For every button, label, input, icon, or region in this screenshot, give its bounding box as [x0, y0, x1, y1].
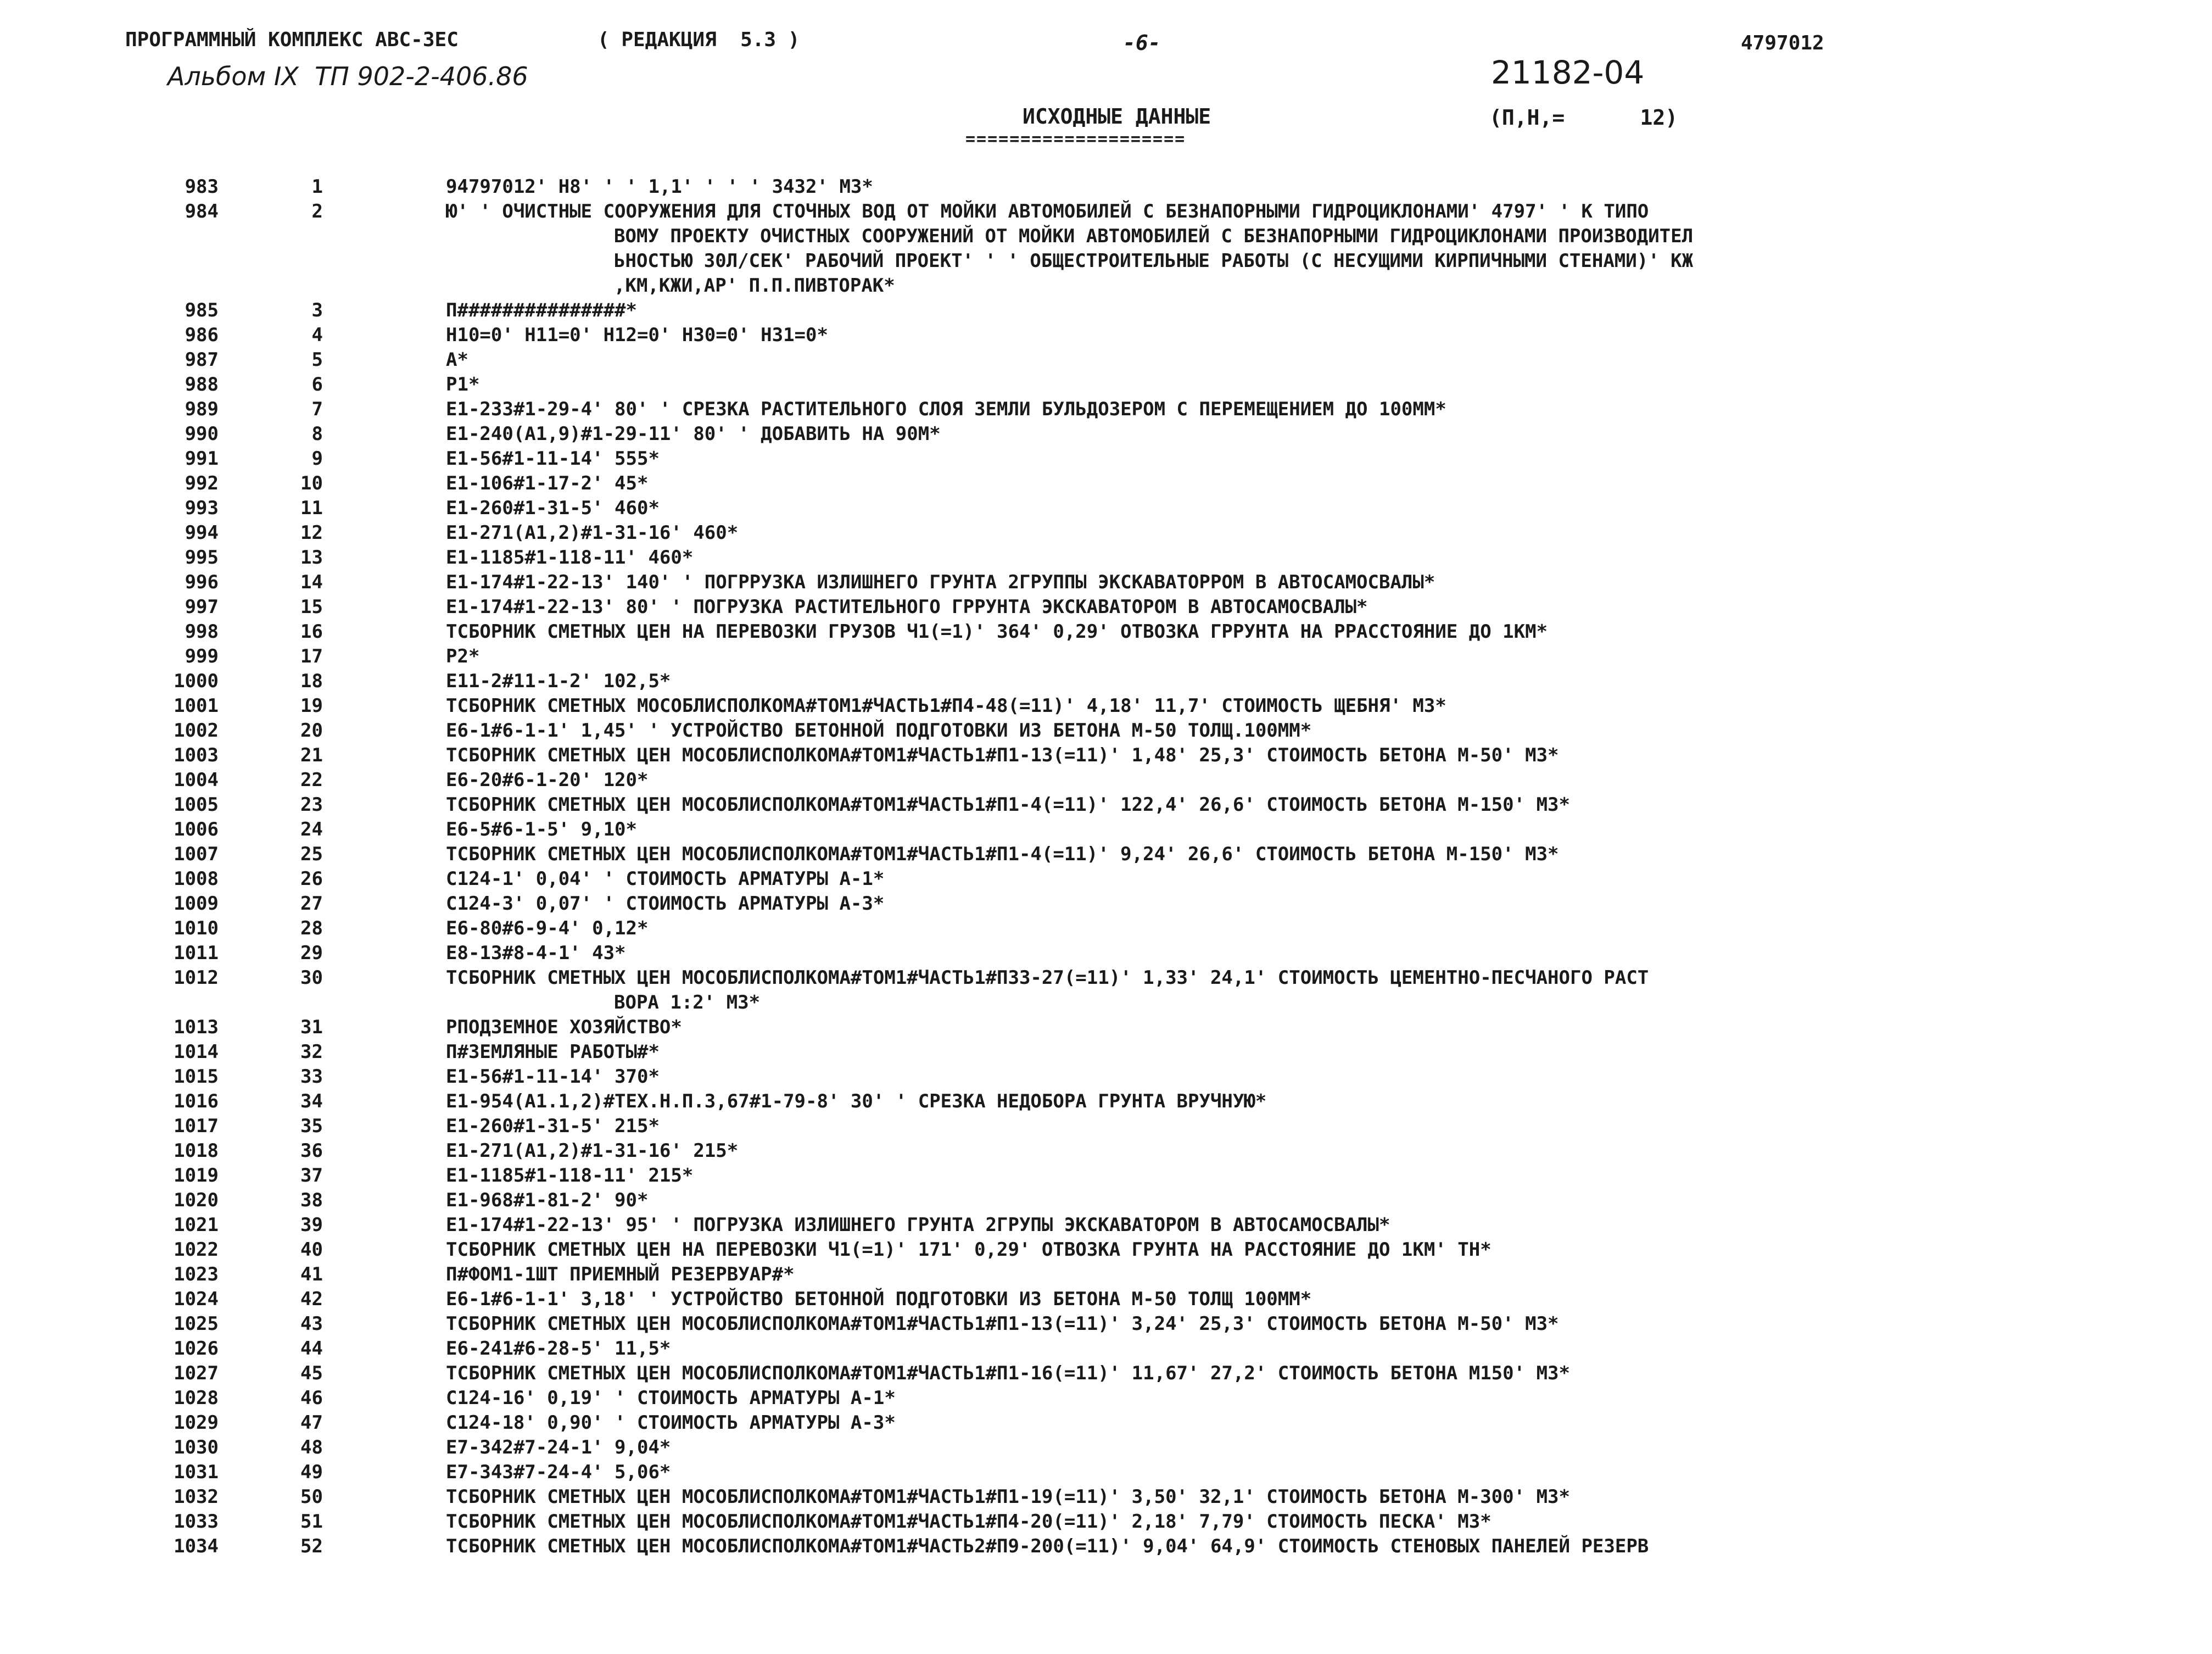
- table-row: [0, 348, 2212, 372]
- record-text: П#ЗЕМЛЯНЫЕ РАБОТЫ#*: [446, 1041, 660, 1063]
- record-text: Е6-1#6-1-1' 3,18' ' УСТРОЙСТВО БЕТОННОЙ ПОДГОТОВКИ ИЗ БЕТОНА М-50 ТОЛЩ 100ММ*: [446, 1288, 1312, 1310]
- page-number: -6-: [1123, 31, 1161, 55]
- record-text: Е1-1185#1-118-11' 215*: [446, 1165, 694, 1187]
- record-text: Е1-174#1-22-13' 80' ' ПОГРУЗКА РАСТИТЕЛЬНОГО ГРРУНТА ЭКСКАВАТОРОМ В АВТОСАМОСВАЛЫ*: [446, 596, 1368, 618]
- table-row: [0, 496, 2212, 521]
- line-number: 1003: [174, 744, 219, 766]
- table-row: [0, 175, 2212, 199]
- sequence-number: 4: [311, 324, 323, 346]
- sequence-number: 51: [300, 1511, 323, 1533]
- record-text: ТСБОРНИК СМЕТНЫХ ЦЕН МОСОБЛИСПОЛКОМА#ТОМ1#ЧАСТЬ2#П9-200(=11)' 9,04' 64,9' СТОИМОСТЬ СТЕНОВЫХ ПАНЕЛЕЙ РЕЗЕРВ: [446, 1535, 1649, 1557]
- sequence-number: 35: [300, 1115, 323, 1137]
- record-text: ТСБОРНИК СМЕТНЫХ ЦЕН МОСОБЛИСПОЛКОМА#ТОМ1#ЧАСТЬ1#П1-13(=11)' 3,24' 25,3' СТОИМОСТЬ БЕТОНА М-50' М3*: [446, 1313, 1559, 1335]
- line-number: 1012: [174, 967, 219, 989]
- table-row: [0, 1213, 2212, 1238]
- sequence-number: 28: [300, 917, 323, 939]
- sequence-number: 23: [300, 794, 323, 816]
- line-number: 1006: [174, 818, 219, 840]
- record-text-continuation: ВОРА 1:2' М3*: [614, 992, 761, 1013]
- table-row: [0, 1510, 2212, 1534]
- sequence-number: 25: [300, 843, 323, 865]
- table-row: [0, 1485, 2212, 1510]
- program-name: ПРОГРАММНЫЙ КОМПЛЕКС АВС-ЗЕС: [125, 29, 459, 51]
- table-row: [0, 1015, 2212, 1040]
- line-number: 1031: [174, 1461, 219, 1483]
- record-text: Е6-241#6-28-5' 11,5*: [446, 1338, 671, 1360]
- record-text: 94797012' Н8' ' ' 1,1' ' ' ' 3432' М3*: [446, 176, 873, 198]
- page-title: ИСХОДНЫЕ ДАННЫЕ: [1023, 104, 1211, 129]
- sequence-number: 33: [300, 1066, 323, 1088]
- sequence-number: 19: [300, 695, 323, 717]
- table-row: [0, 447, 2212, 471]
- line-number: 995: [185, 547, 219, 569]
- sequence-number: 26: [300, 868, 323, 890]
- record-text: Е6-80#6-9-4' 0,12*: [446, 917, 649, 939]
- line-number: 1000: [174, 670, 219, 692]
- record-text: ТСБОРНИК СМЕТНЫХ ЦЕН МОСОБЛИСПОЛКОМА#ТОМ1#ЧАСТЬ1#П1-19(=11)' 3,50' 32,1' СТОИМОСТЬ БЕТОНА М-300' М3*: [446, 1486, 1570, 1508]
- record-text: Е7-343#7-24-4' 5,06*: [446, 1461, 671, 1483]
- record-text: ТСБОРНИК СМЕТНЫХ ЦЕН МОСОБЛИСПОЛКОМА#ТОМ1#ЧАСТЬ1#П4-20(=11)' 2,18' 7,79' СТОИМОСТЬ ПЕСКА' М3*: [446, 1511, 1492, 1533]
- sequence-number: 14: [300, 571, 323, 593]
- table-row: [0, 1287, 2212, 1312]
- line-number: 1022: [174, 1239, 219, 1261]
- table-row: [0, 199, 2212, 298]
- sequence-number: 49: [300, 1461, 323, 1483]
- line-number: 991: [185, 448, 219, 470]
- line-number: 1008: [174, 868, 219, 890]
- record-text: ТСБОРНИК СМЕТНЫХ ЦЕН МОСОБЛИСПОЛКОМА#ТОМ1#ЧАСТЬ1#П1-16(=11)' 11,67' 27,2' СТОИМОСТЬ БЕТОНА М150' М3*: [446, 1362, 1570, 1384]
- sequence-number: 31: [300, 1016, 323, 1038]
- param-label: (П,Н,= 12): [1489, 105, 1678, 130]
- sequence-number: 22: [300, 769, 323, 791]
- edition-label: ( РЕДАКЦИЯ 5.3 ): [597, 29, 800, 51]
- line-number: 1032: [174, 1486, 219, 1508]
- sequence-number: 21: [300, 744, 323, 766]
- record-text: Е1-56#1-11-14' 370*: [446, 1066, 660, 1088]
- record-text: Ю' ' ОЧИСТНЫЕ СООРУЖЕНИЯ ДЛЯ СТОЧНЫХ ВОД ОТ МОЙКИ АВТОМОБИЛЕЙ С БЕЗНАПОРНЫМИ ГИДРОЦИКЛОНАМИ' 4797' ' К ТИПО: [446, 201, 1649, 222]
- table-row: [0, 842, 2212, 867]
- record-text: ТСБОРНИК СМЕТНЫХ ЦЕН МОСОБЛИСПОЛКОМА#ТОМ1#ЧАСТЬ1#П1-4(=11)' 122,4' 26,6' СТОИМОСТЬ БЕТОНА М-150' М3*: [446, 794, 1570, 816]
- sequence-number: 3: [311, 299, 323, 321]
- record-text: П#ФОМ1-1ШТ ПРИЕМНЫЙ РЕЗЕРВУАР#*: [446, 1263, 795, 1285]
- sequence-number: 7: [311, 398, 323, 420]
- line-number: 993: [185, 497, 219, 519]
- table-row: [0, 1361, 2212, 1386]
- table-row: [0, 743, 2212, 768]
- table-row: [0, 644, 2212, 669]
- record-text-continuation: ,КМ,КЖИ,АР' П.П.ПИВТОРАК*: [614, 275, 895, 297]
- line-number: 1018: [174, 1140, 219, 1162]
- line-number: 1019: [174, 1165, 219, 1187]
- sequence-number: 16: [300, 621, 323, 643]
- record-text: ТСБОРНИК СМЕТНЫХ ЦЕН НА ПЕРЕВОЗКИ ГРУЗОВ Ч1(=1)' 364' 0,29' ОТВОЗКА ГРРУНТА НА РРАССТОЯНИЕ ДО 1КМ*: [446, 621, 1548, 643]
- record-text: ТСБОРНИК СМЕТНЫХ ЦЕН МОСОБЛИСПОЛКОМА#ТОМ1#ЧАСТЬ1#П33-27(=11)' 1,33' 24,1' СТОИМОСТЬ ЦЕМЕНТНО-ПЕСЧАНОГО РАСТ: [446, 967, 1649, 989]
- table-row: [0, 1262, 2212, 1287]
- record-text: Е1-174#1-22-13' 95' ' ПОГРУЗКА ИЗЛИШНЕГО ГРУНТА 2ГРУПЫ ЭКСКАВАТОРОМ В АВТОСАМОСВАЛЫ*: [446, 1214, 1390, 1236]
- record-text: ТСБОРНИК СМЕТНЫХ ЦЕН НА ПЕРЕВОЗКИ Ч1(=1)' 171' 0,29' ОТВОЗКА ГРУНТА НА РАССТОЯНИЕ ДО 1КМ' ТН*: [446, 1239, 1492, 1261]
- record-text: Е6-20#6-1-20' 120*: [446, 769, 649, 791]
- record-text: Н10=0' Н11=0' Н12=0' Н30=0' Н31=0*: [446, 324, 828, 346]
- record-text: П###############*: [446, 299, 637, 321]
- line-number: 999: [185, 645, 219, 667]
- sequence-number: 10: [300, 472, 323, 494]
- sequence-number: 17: [300, 645, 323, 667]
- line-number: 985: [185, 299, 219, 321]
- line-number: 1017: [174, 1115, 219, 1137]
- line-number: 1029: [174, 1412, 219, 1434]
- line-number: 1028: [174, 1387, 219, 1409]
- table-row: [0, 1435, 2212, 1460]
- sequence-number: 40: [300, 1239, 323, 1261]
- line-number: 1026: [174, 1338, 219, 1360]
- album-reference: Альбом IX ТП 902-2-406.86: [167, 62, 528, 91]
- sequence-number: 6: [311, 374, 323, 396]
- table-row: [0, 793, 2212, 817]
- sequence-number: 2: [311, 201, 323, 222]
- sequence-number: 13: [300, 547, 323, 569]
- line-number: 1011: [174, 942, 219, 964]
- record-text: Е1-1185#1-118-11' 460*: [446, 547, 694, 569]
- line-number: 1004: [174, 769, 219, 791]
- table-row: [0, 892, 2212, 916]
- record-text: Р1*: [446, 374, 480, 396]
- line-number: 990: [185, 423, 219, 445]
- sequence-number: 43: [300, 1313, 323, 1335]
- sequence-number: 18: [300, 670, 323, 692]
- table-row: [0, 1411, 2212, 1435]
- table-row: [0, 1089, 2212, 1114]
- table-row: [0, 1238, 2212, 1262]
- sequence-number: 8: [311, 423, 323, 445]
- line-number: 1001: [174, 695, 219, 717]
- record-text: Е8-13#8-4-1' 43*: [446, 942, 626, 964]
- table-row: [0, 545, 2212, 570]
- record-text: С124-3' 0,07' ' СТОИМОСТЬ АРМАТУРЫ А-3*: [446, 893, 885, 915]
- record-text: Е7-342#7-24-1' 9,04*: [446, 1436, 671, 1458]
- sequence-number: 44: [300, 1338, 323, 1360]
- record-text: Е6-1#6-1-1' 1,45' ' УСТРОЙСТВО БЕТОННОЙ ПОДГОТОВКИ ИЗ БЕТОНА М-50 ТОЛЩ.100ММ*: [446, 720, 1312, 742]
- table-row: [0, 1534, 2212, 1559]
- table-row: [0, 1188, 2212, 1213]
- table-row: [0, 471, 2212, 496]
- sequence-number: 27: [300, 893, 323, 915]
- title-underline: ====================: [965, 130, 1186, 149]
- table-row: [0, 595, 2212, 620]
- record-text: С124-1' 0,04' ' СТОИМОСТЬ АРМАТУРЫ А-1*: [446, 868, 885, 890]
- record-text: Е1-260#1-31-5' 460*: [446, 497, 660, 519]
- table-row: [0, 323, 2212, 348]
- table-row: [0, 719, 2212, 743]
- line-number: 986: [185, 324, 219, 346]
- record-text: Е11-2#11-1-2' 102,5*: [446, 670, 671, 692]
- sequence-number: 36: [300, 1140, 323, 1162]
- table-row: [0, 966, 2212, 1015]
- document-number: 21182-04: [1491, 54, 1645, 91]
- line-number: 1010: [174, 917, 219, 939]
- sequence-number: 9: [311, 448, 323, 470]
- sequence-number: 41: [300, 1263, 323, 1285]
- record-text: РПОДЗЕМНОЕ ХОЗЯЙСТВО*: [446, 1016, 682, 1038]
- record-text: Е1-233#1-29-4' 80' ' СРЕЗКА РАСТИТЕЛЬНОГО СЛОЯ ЗЕМЛИ БУЛЬДОЗЕРОМ С ПЕРЕМЕЩЕНИЕМ ДО 100ММ*: [446, 398, 1446, 420]
- line-number: 989: [185, 398, 219, 420]
- record-text: Е6-5#6-1-5' 9,10*: [446, 818, 637, 840]
- record-text: Е1-106#1-17-2' 45*: [446, 472, 649, 494]
- sequence-number: 45: [300, 1362, 323, 1384]
- record-text: Е1-271(А1,2)#1-31-16' 460*: [446, 522, 739, 544]
- record-text: ТСБОРНИК СМЕТНЫХ ЦЕН МОСОБЛИСПОЛКОМА#ТОМ1#ЧАСТЬ1#П1-13(=11)' 1,48' 25,3' СТОИМОСТЬ БЕТОНА М-50' М3*: [446, 744, 1559, 766]
- line-number: 1005: [174, 794, 219, 816]
- sequence-number: 12: [300, 522, 323, 544]
- sequence-number: 24: [300, 818, 323, 840]
- table-row: [0, 422, 2212, 447]
- record-text: Е1-968#1-81-2' 90*: [446, 1189, 649, 1211]
- table-row: [0, 768, 2212, 793]
- sequence-number: 32: [300, 1041, 323, 1063]
- record-text: ТСБОРНИК СМЕТНЫХ ЦЕН МОСОБЛИСПОЛКОМА#ТОМ1#ЧАСТЬ1#П1-4(=11)' 9,24' 26,6' СТОИМОСТЬ БЕТОНА М-150' М3*: [446, 843, 1559, 865]
- data-listing: [0, 175, 2212, 1559]
- table-row: [0, 867, 2212, 892]
- table-row: [0, 521, 2212, 545]
- line-number: 998: [185, 621, 219, 643]
- record-text: Р2*: [446, 645, 480, 667]
- line-number: 1034: [174, 1535, 219, 1557]
- record-text: Е1-174#1-22-13' 140' ' ПОГРРУЗКА ИЗЛИШНЕГО ГРУНТА 2ГРУППЫ ЭКСКАВАТОРРОМ В АВТОСАМОСВАЛЫ*: [446, 571, 1435, 593]
- sequence-number: 1: [311, 176, 323, 198]
- line-number: 984: [185, 201, 219, 222]
- record-text: С124-16' 0,19' ' СТОИМОСТЬ АРМАТУРЫ А-1*: [446, 1387, 896, 1409]
- line-number: 994: [185, 522, 219, 544]
- table-row: [0, 941, 2212, 966]
- record-text: Е1-271(А1,2)#1-31-16' 215*: [446, 1140, 739, 1162]
- record-text: Е1-56#1-11-14' 555*: [446, 448, 660, 470]
- line-number: 992: [185, 472, 219, 494]
- sequence-number: 15: [300, 596, 323, 618]
- table-row: [0, 1460, 2212, 1485]
- record-text-continuation: ВОМУ ПРОЕКТУ ОЧИСТНЫХ СООРУЖЕНИЙ ОТ МОЙКИ АВТОМОБИЛЕЙ С БЕЗНАПОРНЫМИ ГИДРОЦИКЛОНАМИ ПРОИЗВОДИТЕЛ: [614, 225, 1694, 247]
- line-number: 1009: [174, 893, 219, 915]
- line-number: 1016: [174, 1090, 219, 1112]
- line-number: 987: [185, 349, 219, 371]
- sequence-number: 34: [300, 1090, 323, 1112]
- line-number: 988: [185, 374, 219, 396]
- sequence-number: 11: [300, 497, 323, 519]
- table-row: [0, 1336, 2212, 1361]
- table-row: [0, 298, 2212, 323]
- record-text-continuation: ЬНОСТЬЮ 30Л/СЕК' РАБОЧИЙ ПРОЕКТ' ' ' ОБЩЕСТРОИТЕЛЬНЫЕ РАБОТЫ (С НЕСУЩИМИ КИРПИЧНЫМИ СТЕНАМИ)' КЖ: [614, 250, 1694, 272]
- sequence-number: 20: [300, 720, 323, 742]
- line-number: 1013: [174, 1016, 219, 1038]
- table-row: [0, 916, 2212, 941]
- record-text: Е1-240(А1,9)#1-29-11' 80' ' ДОБАВИТЬ НА 90М*: [446, 423, 941, 445]
- line-number: 1014: [174, 1041, 219, 1063]
- line-number: 1020: [174, 1189, 219, 1211]
- project-code: 4797012: [1741, 32, 1824, 54]
- sequence-number: 52: [300, 1535, 323, 1557]
- line-number: 997: [185, 596, 219, 618]
- table-row: [0, 1312, 2212, 1336]
- line-number: 1030: [174, 1436, 219, 1458]
- line-number: 1033: [174, 1511, 219, 1533]
- table-row: [0, 1065, 2212, 1089]
- record-text: Е1-954(А1.1,2)#ТЕХ.Н.П.3,67#1-79-8' 30' ' СРЕЗКА НЕДОБОРА ГРУНТА ВРУЧНУЮ*: [446, 1090, 1267, 1112]
- sequence-number: 29: [300, 942, 323, 964]
- line-number: 1002: [174, 720, 219, 742]
- sequence-number: 42: [300, 1288, 323, 1310]
- line-number: 1021: [174, 1214, 219, 1236]
- sequence-number: 48: [300, 1436, 323, 1458]
- sequence-number: 30: [300, 967, 323, 989]
- table-row: [0, 817, 2212, 842]
- record-text: ТСБОРНИК СМЕТНЫХ МОСОБЛИСПОЛКОМА#ТОМ1#ЧАСТЬ1#П4-48(=11)' 4,18' 11,7' СТОИМОСТЬ ЩЕБНЯ' М3*: [446, 695, 1446, 717]
- record-text: А*: [446, 349, 468, 371]
- sequence-number: 39: [300, 1214, 323, 1236]
- line-number: 1015: [174, 1066, 219, 1088]
- sequence-number: 50: [300, 1486, 323, 1508]
- table-row: [0, 1386, 2212, 1411]
- sequence-number: 38: [300, 1189, 323, 1211]
- line-number: 1027: [174, 1362, 219, 1384]
- sequence-number: 5: [311, 349, 323, 371]
- sequence-number: 46: [300, 1387, 323, 1409]
- line-number: 983: [185, 176, 219, 198]
- table-row: [0, 620, 2212, 644]
- line-number: 996: [185, 571, 219, 593]
- table-row: [0, 669, 2212, 694]
- line-number: 1023: [174, 1263, 219, 1285]
- record-text: С124-18' 0,90' ' СТОИМОСТЬ АРМАТУРЫ А-3*: [446, 1412, 896, 1434]
- line-number: 1024: [174, 1288, 219, 1310]
- table-row: [0, 1139, 2212, 1163]
- record-text: Е1-260#1-31-5' 215*: [446, 1115, 660, 1137]
- line-number: 1025: [174, 1313, 219, 1335]
- table-row: [0, 570, 2212, 595]
- sequence-number: 47: [300, 1412, 323, 1434]
- table-row: [0, 1040, 2212, 1065]
- table-row: [0, 372, 2212, 397]
- table-row: [0, 1114, 2212, 1139]
- sequence-number: 37: [300, 1165, 323, 1187]
- table-row: [0, 694, 2212, 719]
- table-row: [0, 1163, 2212, 1188]
- line-number: 1007: [174, 843, 219, 865]
- table-row: [0, 397, 2212, 422]
